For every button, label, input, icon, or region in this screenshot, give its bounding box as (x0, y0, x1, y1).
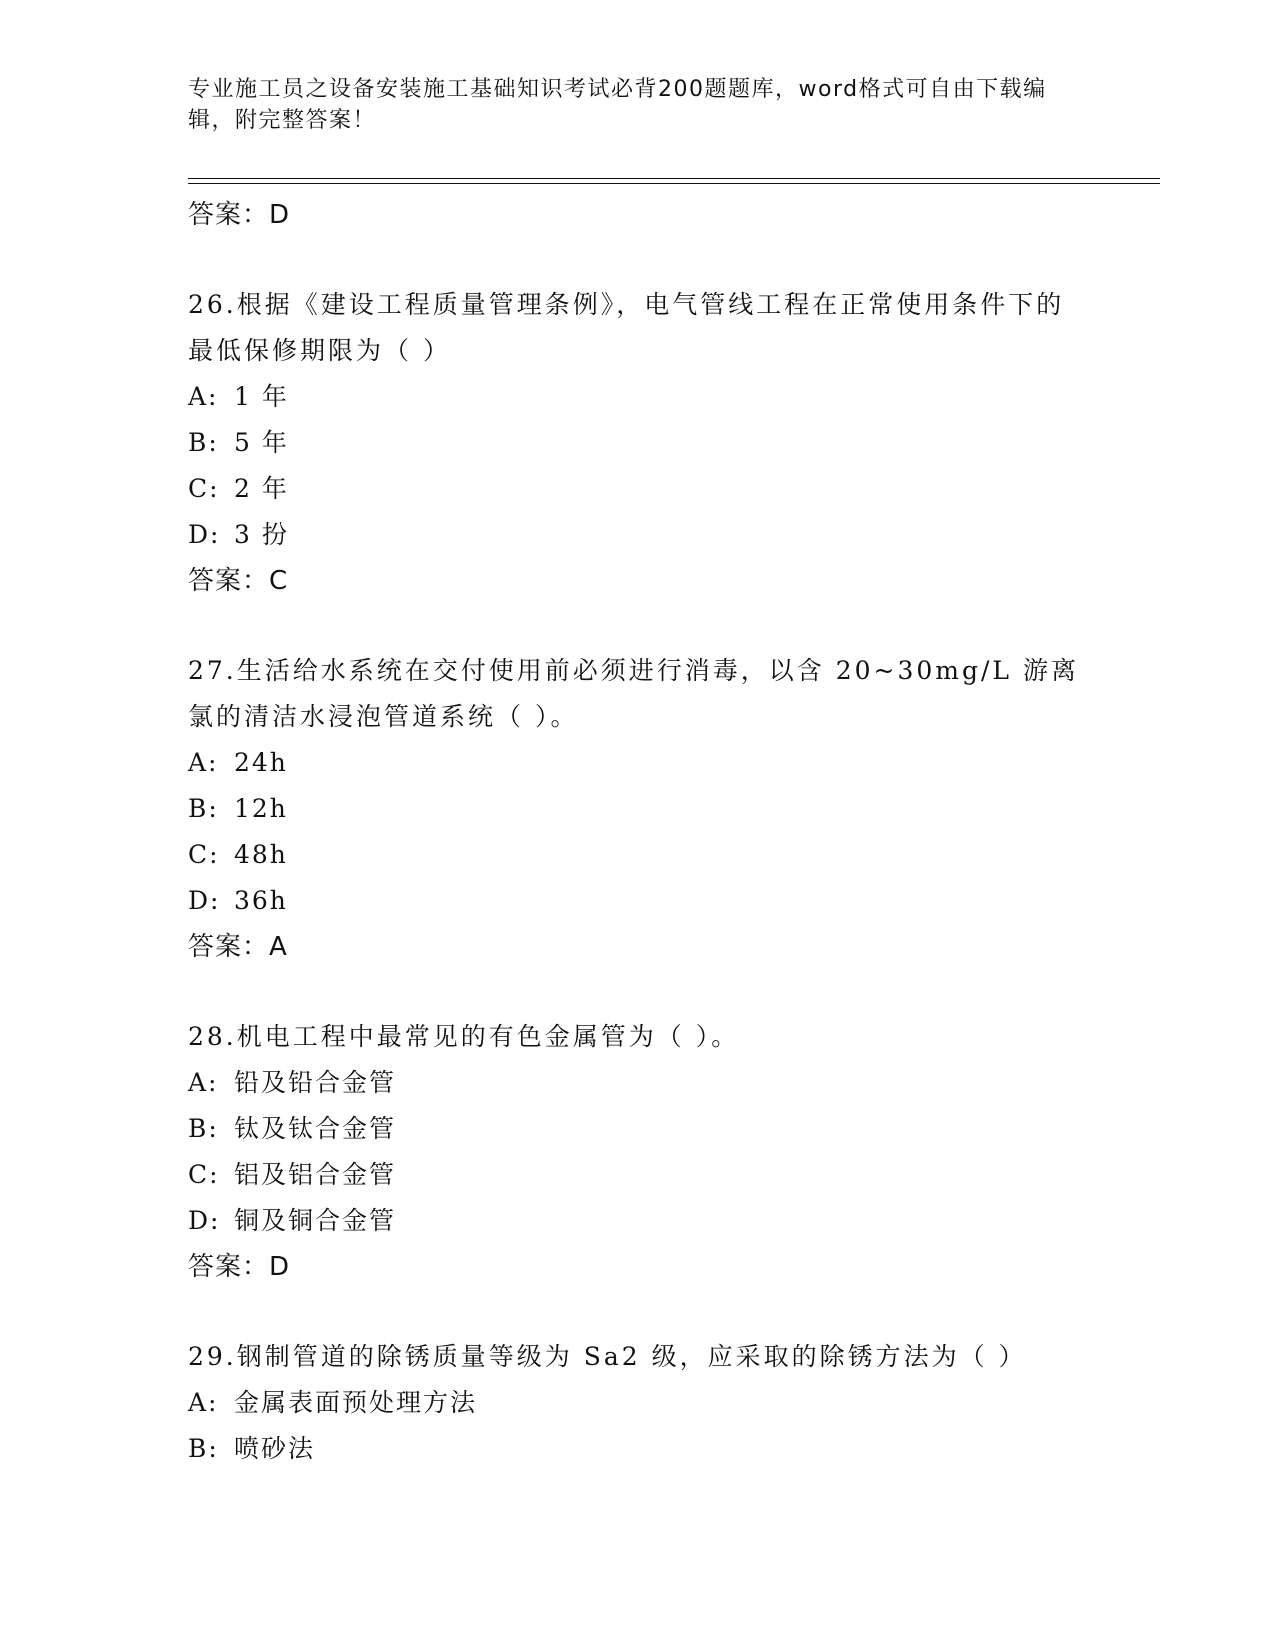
spacer (188, 604, 1088, 648)
question-stem: 27.生活给水系统在交付使用前必须进行消毒，以含 20~30mg/L 游离氯的清洁水浸泡管道系统（ ）。 (188, 656, 1079, 731)
option-a (188, 1380, 1088, 1426)
option-letter: C: (188, 474, 220, 503)
option-text: 3 扮 (234, 520, 289, 549)
option-letter: D: (188, 1206, 221, 1235)
answer-25: 答案：D (188, 200, 291, 230)
option-letter: B: (188, 1114, 219, 1143)
answer-28: 答案：D (188, 1252, 291, 1282)
option-d (188, 1198, 1088, 1244)
option-letter: B: (188, 428, 219, 457)
question-stem: 28.机电工程中最常见的有色金属管为（ ）。 (188, 1022, 740, 1051)
option-b (188, 420, 1088, 466)
document-body (188, 192, 1088, 1472)
question-26 (188, 282, 1088, 604)
option-letter: A: (188, 1068, 219, 1097)
option-letter: C: (188, 1160, 220, 1189)
question-29 (188, 1334, 1088, 1472)
option-c (188, 466, 1088, 512)
option-text: 喷砂法 (234, 1434, 316, 1463)
option-letter: A: (188, 748, 219, 777)
option-text: 金属表面预处理方法 (234, 1388, 478, 1417)
option-letter: D: (188, 886, 221, 915)
option-b (188, 1106, 1088, 1152)
page-header: 专业施工员之设备安装施工基础知识考试必背200题题库，word格式可自由下载编辑，附完整答案！ (188, 77, 1047, 133)
option-c (188, 1152, 1088, 1198)
option-d (188, 512, 1088, 558)
spacer (188, 238, 1088, 282)
question-27 (188, 648, 1088, 970)
option-letter: D: (188, 520, 221, 549)
option-text: 钛及钛合金管 (234, 1114, 397, 1143)
answer-26: 答案：C (188, 566, 289, 596)
spacer (188, 1290, 1088, 1334)
option-text: 铜及铜合金管 (234, 1206, 397, 1235)
option-d (188, 878, 1088, 924)
option-text: 1 年 (234, 382, 289, 411)
option-text: 12h (234, 794, 288, 823)
option-letter: A: (188, 382, 219, 411)
option-letter: B: (188, 794, 219, 823)
option-text: 铝及铝合金管 (234, 1160, 397, 1189)
header-divider (188, 178, 1160, 184)
option-letter: B: (188, 1434, 219, 1463)
option-a (188, 374, 1088, 420)
option-letter: A: (188, 1388, 219, 1417)
option-text: 5 年 (234, 428, 289, 457)
option-text: 铅及铅合金管 (234, 1068, 397, 1097)
option-text: 24h (234, 748, 288, 777)
option-c (188, 832, 1088, 878)
option-a (188, 740, 1088, 786)
answer-27: 答案：A (188, 932, 288, 962)
spacer (188, 970, 1088, 1014)
option-text: 48h (234, 840, 288, 869)
question-stem: 26.根据《建设工程质量管理条例》，电气管线工程在正常使用条件下的最低保修期限为（ ） (188, 290, 1065, 365)
option-letter: C: (188, 840, 220, 869)
question-28 (188, 1014, 1088, 1290)
option-b (188, 786, 1088, 832)
option-b (188, 1426, 1088, 1472)
option-a (188, 1060, 1088, 1106)
option-text: 2 年 (234, 474, 289, 503)
option-text: 36h (234, 886, 288, 915)
question-stem: 29.钢制管道的除锈质量等级为 Sa2 级，应采取的除锈方法为（ ） (188, 1342, 1027, 1371)
